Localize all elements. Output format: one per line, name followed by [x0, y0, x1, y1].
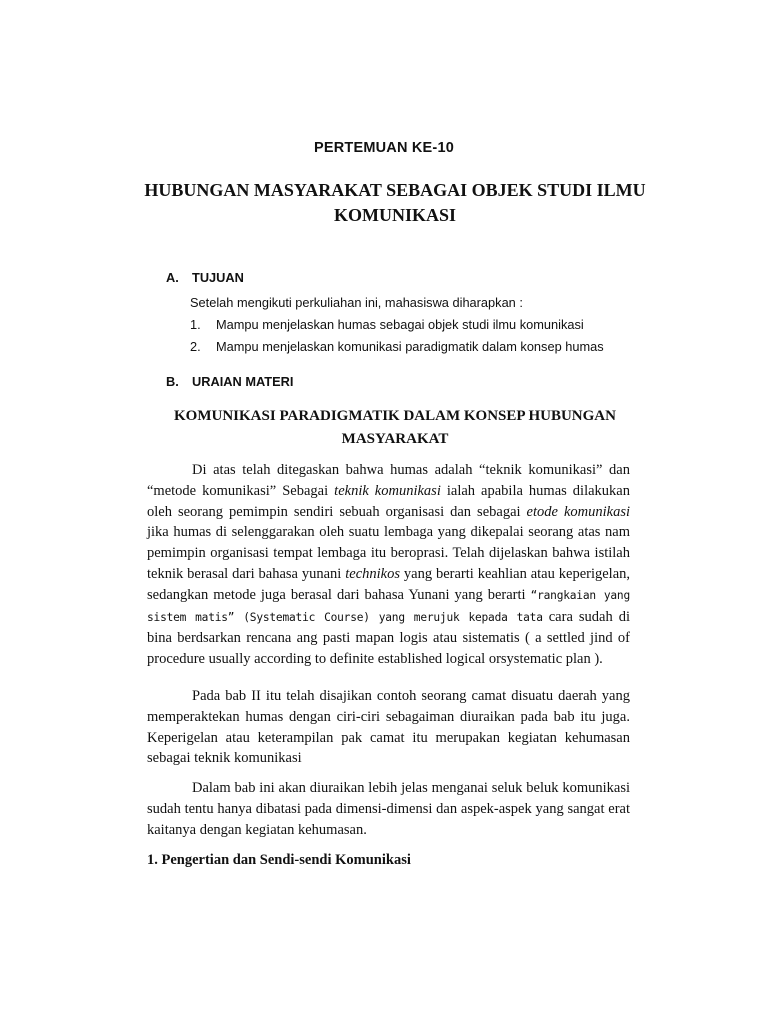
paragraph-3-text: Dalam bab ini akan diuraikan lebih jelas menganai seluk beluk komunikasi sudah tentu hanya dibatasi pada dimensi-dimensi dan aspek-aspek yang sangat erat kaitanya dengan kegiatan kehumasan. — [147, 780, 630, 838]
objective-text: Mampu menjelaskan komunikasi paradigmatik dalam konsep humas — [216, 339, 604, 354]
main-title-line-1: HUBUNGAN MASYARAKAT SEBAGAI OBJEK STUDI ILMU — [144, 180, 646, 200]
objective-item — [190, 336, 604, 358]
objective-number: 1. — [190, 317, 201, 332]
section-a-letter: A. — [166, 270, 179, 285]
paragraph-1-italic: technikos — [345, 565, 400, 582]
paragraph-1-italic: teknik komunikasi — [334, 482, 441, 499]
main-title — [130, 178, 660, 228]
main-title-line-2: KOMUNIKASI — [333, 205, 456, 225]
objectives-list — [190, 292, 604, 358]
sub-title-line-1: KOMUNIKASI PARADIGMATIK DALAM KONSEP HUBUNGAN — [174, 408, 616, 424]
section-a-title: TUJUAN — [192, 270, 244, 285]
paragraph-1-part: yang berarti keahlian atau keperigelan, sedangkan metode juga berasal dari bahasa Yunani yang berarti — [147, 565, 631, 603]
paragraph-1-part: Di atas telah ditegaskan bahwa humas adalah “teknik komunikasi” dan “metode komunikasi” Sebagai — [147, 462, 630, 499]
sub-title-line-2: MASYARAKAT — [341, 431, 449, 447]
paragraph-3 — [147, 778, 630, 840]
section-b-heading — [166, 374, 293, 389]
objective-text: Mampu menjelaskan humas sebagai objek studi ilmu komunikasi — [216, 317, 584, 332]
sub-title — [150, 405, 640, 451]
section-a-heading — [166, 270, 244, 285]
objective-number: 2. — [190, 339, 201, 354]
meeting-label: PERTEMUAN KE-10 — [314, 140, 454, 156]
paragraph-2-text: Pada bab II itu telah disajikan contoh seorang camat disuatu daerah yang memperaktekan humas dengan ciri-ciri sebagaiman diuraikan pada bab itu juga. Keperigelan atau keterampilan pak camat itu merupakan kegiatan kehumasan sebagai teknik komunikasi — [147, 688, 630, 767]
paragraph-1-typed: “rangkaian yang sistem matis” (Systematic Course) yang merujuk kepada tata — [147, 588, 630, 624]
subsection-heading: 1. Pengertian dan Sendi-sendi Komunikasi — [147, 852, 411, 868]
paragraph-1-part: jika humas di selenggarakan oleh suatu lembaga yang dikepalai seorang atas nam pemimpin organisasi tempat lembaga itu beroprasi. Telah dijelaskan bahwa istilah teknik berasal dari bahasa yunani — [147, 524, 630, 582]
section-b-title: URAIAN MATERI — [192, 374, 294, 389]
paragraph-2 — [147, 686, 630, 769]
section-b-letter: B. — [166, 374, 179, 389]
paragraph-1-part: ialah apabila humas dilakukan oleh seorang pemimpin sendiri sebuah organisasi dan sebagai — [147, 482, 630, 520]
paragraph-1-italic: etode komunikasi — [526, 503, 630, 520]
objectives-intro: Setelah mengikuti perkuliahan ini, mahasiswa diharapkan : — [190, 295, 523, 310]
paragraph-1-part: cara sudah di bina berdsarkan rencana ang pasti mapan logis atau sistematis ( a settled jind of procedure usually according to definite established logical orsystematic plan ). — [147, 608, 631, 668]
paragraph-1 — [147, 460, 630, 670]
objective-item — [190, 314, 604, 336]
